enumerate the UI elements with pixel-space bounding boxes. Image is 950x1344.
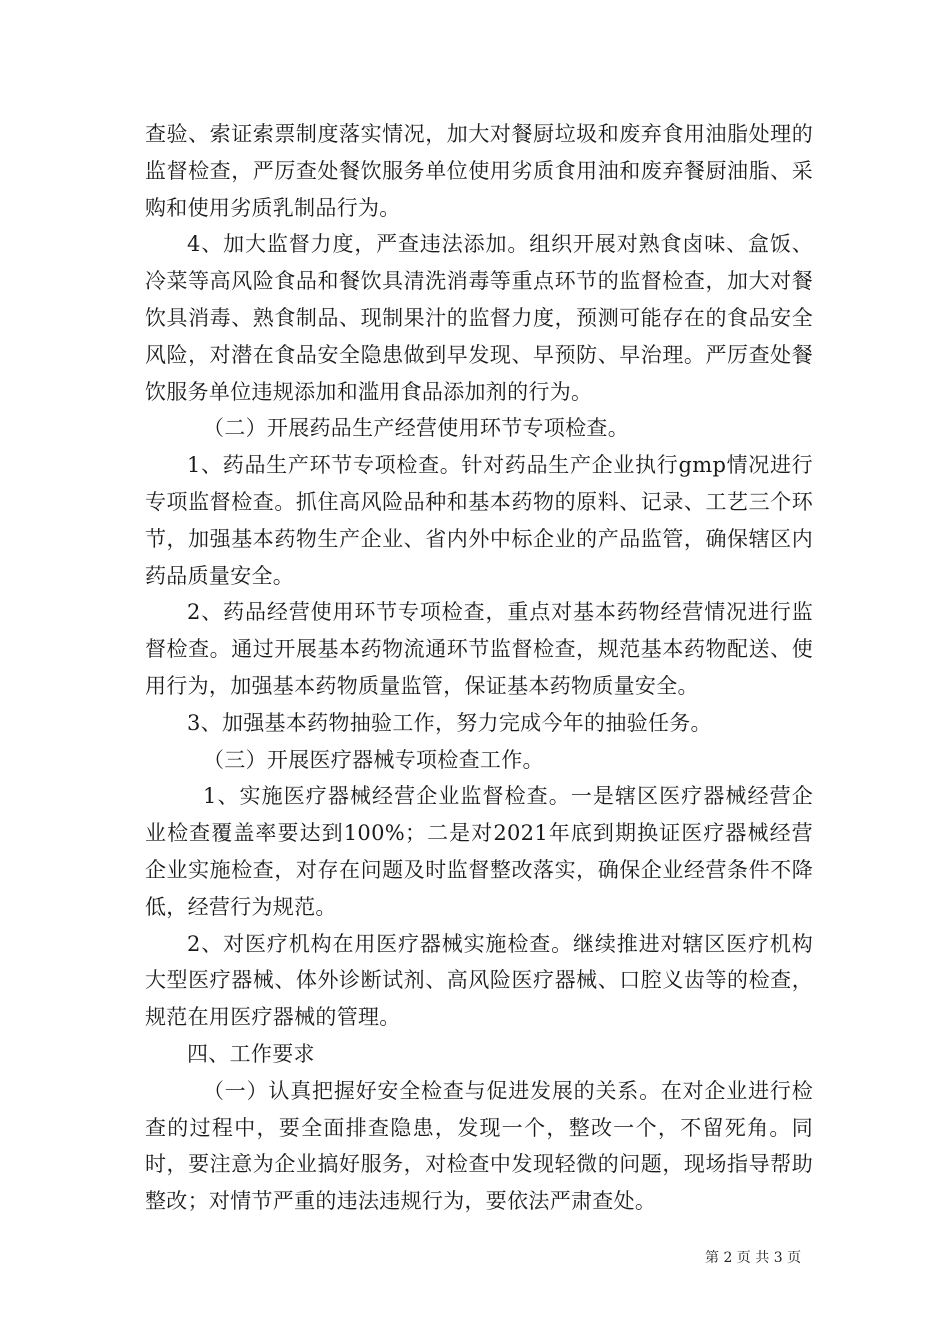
paragraph-drug-distribution: 2、药品经营使用环节专项检查，重点对基本药物经营情况进行监督检查。通过开展基本药物流通环节监督检查，规范基本药物配送、使用行为，加强基本药物质量监管，保证基本药物质量安全。: [145, 600, 813, 698]
page-number: 第 2 页 共 3 页: [705, 1250, 802, 1266]
paragraph-device-enterprise: 1、实施医疗器械经营企业监督检查。一是辖区医疗器械经营企业检查覆盖率要达到100%；二是对2021年底到期换证医疗器械经营企业实施检查，对存在问题及时监督整改落实，确保企业经营条件不降低，经营行为规范。: [145, 784, 813, 919]
paragraph-drug-sampling: 3、加强基本药物抽验工作，努力完成今年的抽验任务。: [187, 710, 712, 735]
paragraph-item-4: 4、加大监督力度，严查违法添加。组织开展对熟食卤味、盒饭、冷菜等高风险食品和餐饮具清洗消毒等重点环节的监督检查，加大对餐饮具消毒、熟食制品、现制果汁的监督力度，预测可能存在的食品安全风险，对潜在食品安全隐患做到早发现、早预防、早治理。严厉查处餐饮服务单位违规添加和滥用食品添加剂的行为。: [145, 232, 813, 404]
paragraph-device-institution: 2、对医疗机构在用医疗器械实施检查。继续推进对辖区医疗机构大型医疗器械、体外诊断试剂、高风险医疗器械、口腔义齿等的检查，规范在用医疗器械的管理。: [145, 931, 813, 1030]
section-heading-4: 四、工作要求: [187, 1041, 315, 1066]
paragraph-continuation: 查验、索证索票制度落实情况，加大对餐厨垃圾和废弃食用油脂处理的监督检查，严厉查处餐饮服务单位使用劣质食用油和废弃餐厨油脂、采购和使用劣质乳制品行为。: [145, 122, 813, 220]
section-heading-2: （二）开展药品生产经营使用环节专项检查。: [203, 416, 629, 441]
paragraph-drug-production: 1、药品生产环节专项检查。针对药品生产企业执行gmp情况进行专项监督检查。抓住高风险品种和基本药物的原料、记录、工艺三个环节，加强基本药物生产企业、省内外中标企业的产品监管，确保辖区内药品质量安全。: [145, 453, 813, 588]
paragraph-requirement-1: （一）认真把握好安全检查与促进发展的关系。在对企业进行检查的过程中，要全面排查隐患，发现一个，整改一个，不留死角。同时，要注意为企业搞好服务，对检查中发现轻微的问题，现场指导帮助整改；对情节严重的违法违规行为，要依法严肃查处。: [145, 1078, 813, 1214]
section-heading-3: （三）开展医疗器械专项检查工作。: [203, 747, 544, 772]
document-body: [145, 116, 813, 1220]
